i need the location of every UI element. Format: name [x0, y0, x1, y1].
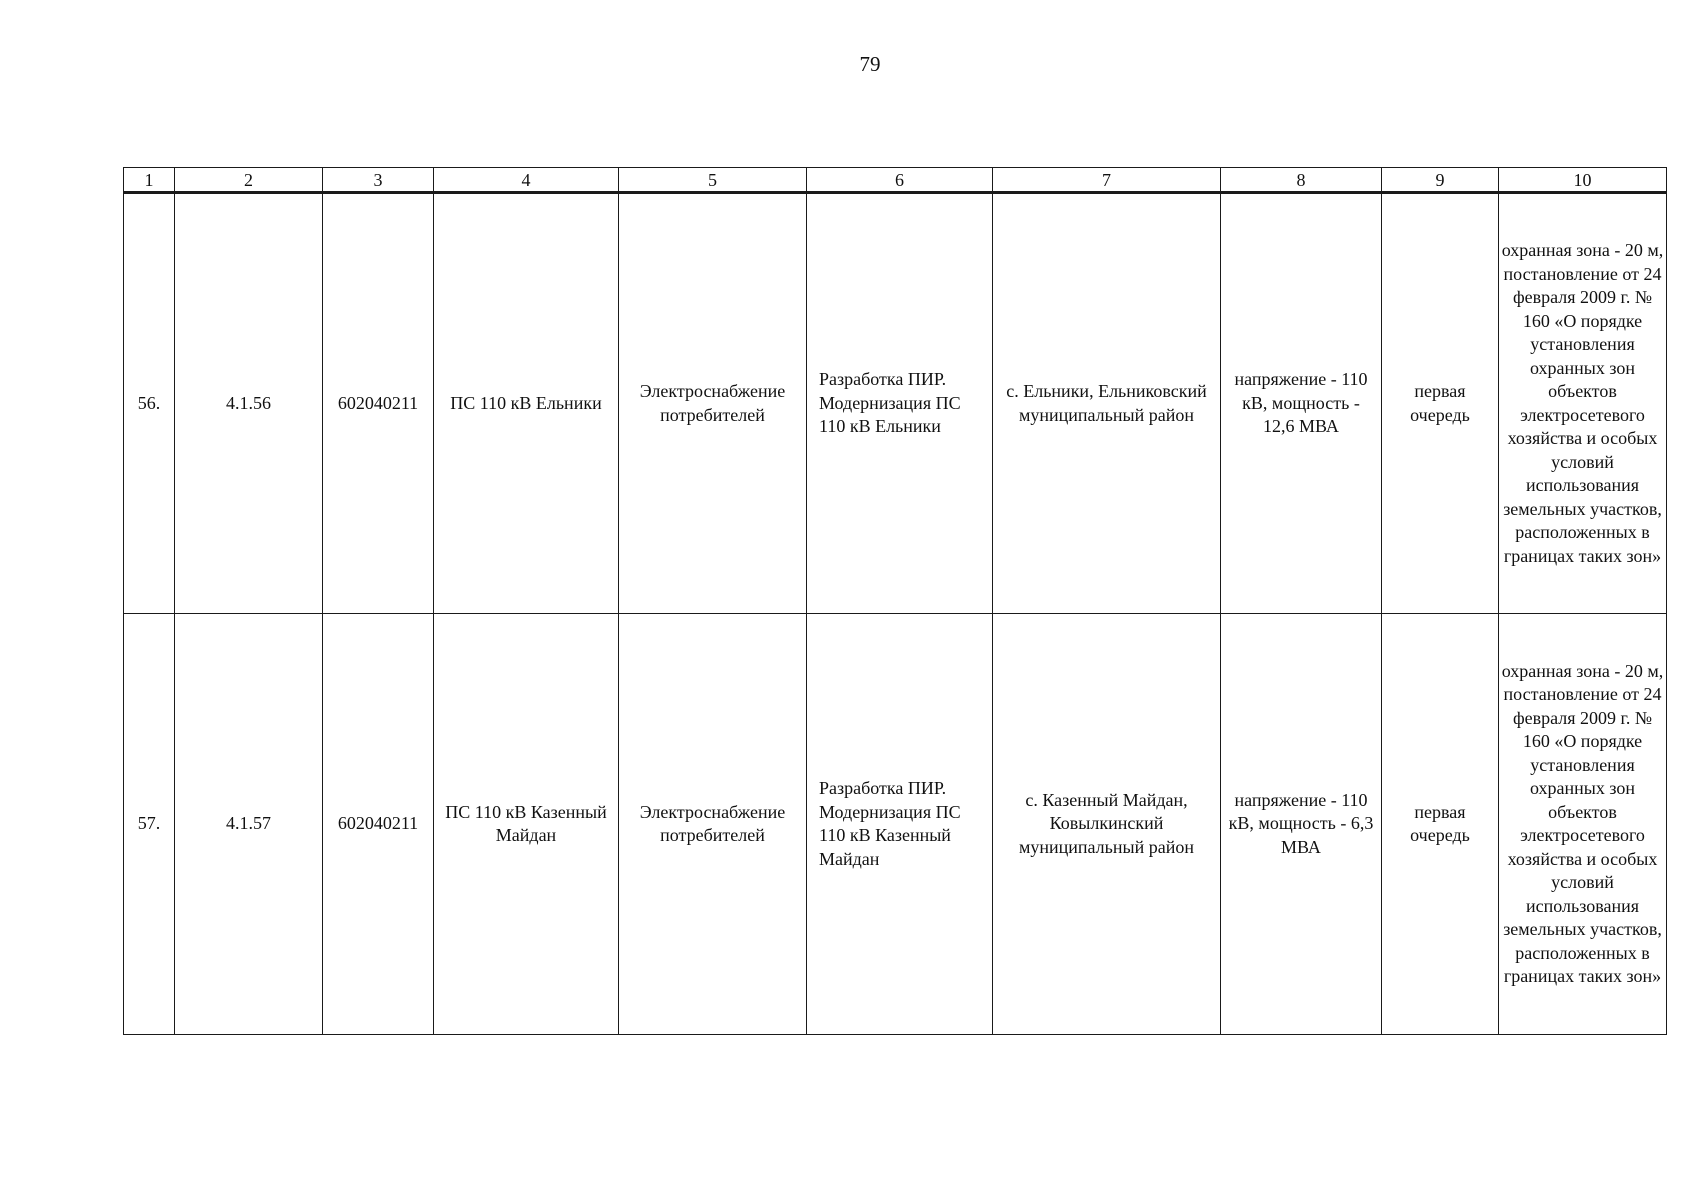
page-number: 79 — [859, 52, 881, 76]
stage-cell: первая очередь — [1382, 614, 1499, 1035]
work-cell: Разработка ПИР. Модернизация ПС 110 кВ Казенный Майдан — [807, 614, 993, 1035]
column-header: 8 — [1221, 168, 1382, 193]
object-cell: ПС 110 кВ Ельники — [434, 193, 619, 614]
characteristics-cell: напряжение - 110 кВ, мощность - 6,3 МВА — [1221, 614, 1382, 1035]
zone-cell: охранная зона - 20 м, постановление от 24 февраля 2009 г. № 160 «О порядке установления охранных зон объектов электросетевого хозяйства и особых условий использования земельных участков, расположенных в границах таких зон» — [1499, 614, 1667, 1035]
stage-cell: первая очередь — [1382, 193, 1499, 614]
table-row — [124, 193, 1667, 614]
column-header: 7 — [993, 168, 1221, 193]
work-cell: Разработка ПИР. Модернизация ПС 110 кВ Ельники — [807, 193, 993, 614]
column-header: 6 — [807, 168, 993, 193]
table-row — [124, 614, 1667, 1035]
header-row — [124, 168, 1667, 193]
id-cell: 602040211 — [323, 193, 434, 614]
purpose-cell: Электроснабжение потребителей — [619, 614, 807, 1035]
characteristics-cell: напряжение - 110 кВ, мощность - 12,6 МВА — [1221, 193, 1382, 614]
column-header: 5 — [619, 168, 807, 193]
column-header: 10 — [1499, 168, 1667, 193]
object-cell: ПС 110 кВ Казенный Майдан — [434, 614, 619, 1035]
code-cell: 4.1.56 — [175, 193, 323, 614]
purpose-cell: Электроснабжение потребителей — [619, 193, 807, 614]
column-header: 9 — [1382, 168, 1499, 193]
data-table — [123, 167, 1667, 1035]
location-cell: с. Ельники, Ельниковский муниципальный район — [993, 193, 1221, 614]
zone-cell: охранная зона - 20 м, постановление от 24 февраля 2009 г. № 160 «О порядке установления охранных зон объектов электросетевого хозяйства и особых условий использования земельных участков, расположенных в границах таких зон» — [1499, 193, 1667, 614]
column-header: 2 — [175, 168, 323, 193]
column-header: 1 — [124, 168, 175, 193]
column-header: 4 — [434, 168, 619, 193]
row-number-cell: 57. — [124, 614, 175, 1035]
id-cell: 602040211 — [323, 614, 434, 1035]
code-cell: 4.1.57 — [175, 614, 323, 1035]
location-cell: с. Казенный Майдан, Ковылкинский муниципальный район — [993, 614, 1221, 1035]
column-header: 3 — [323, 168, 434, 193]
row-number-cell: 56. — [124, 193, 175, 614]
